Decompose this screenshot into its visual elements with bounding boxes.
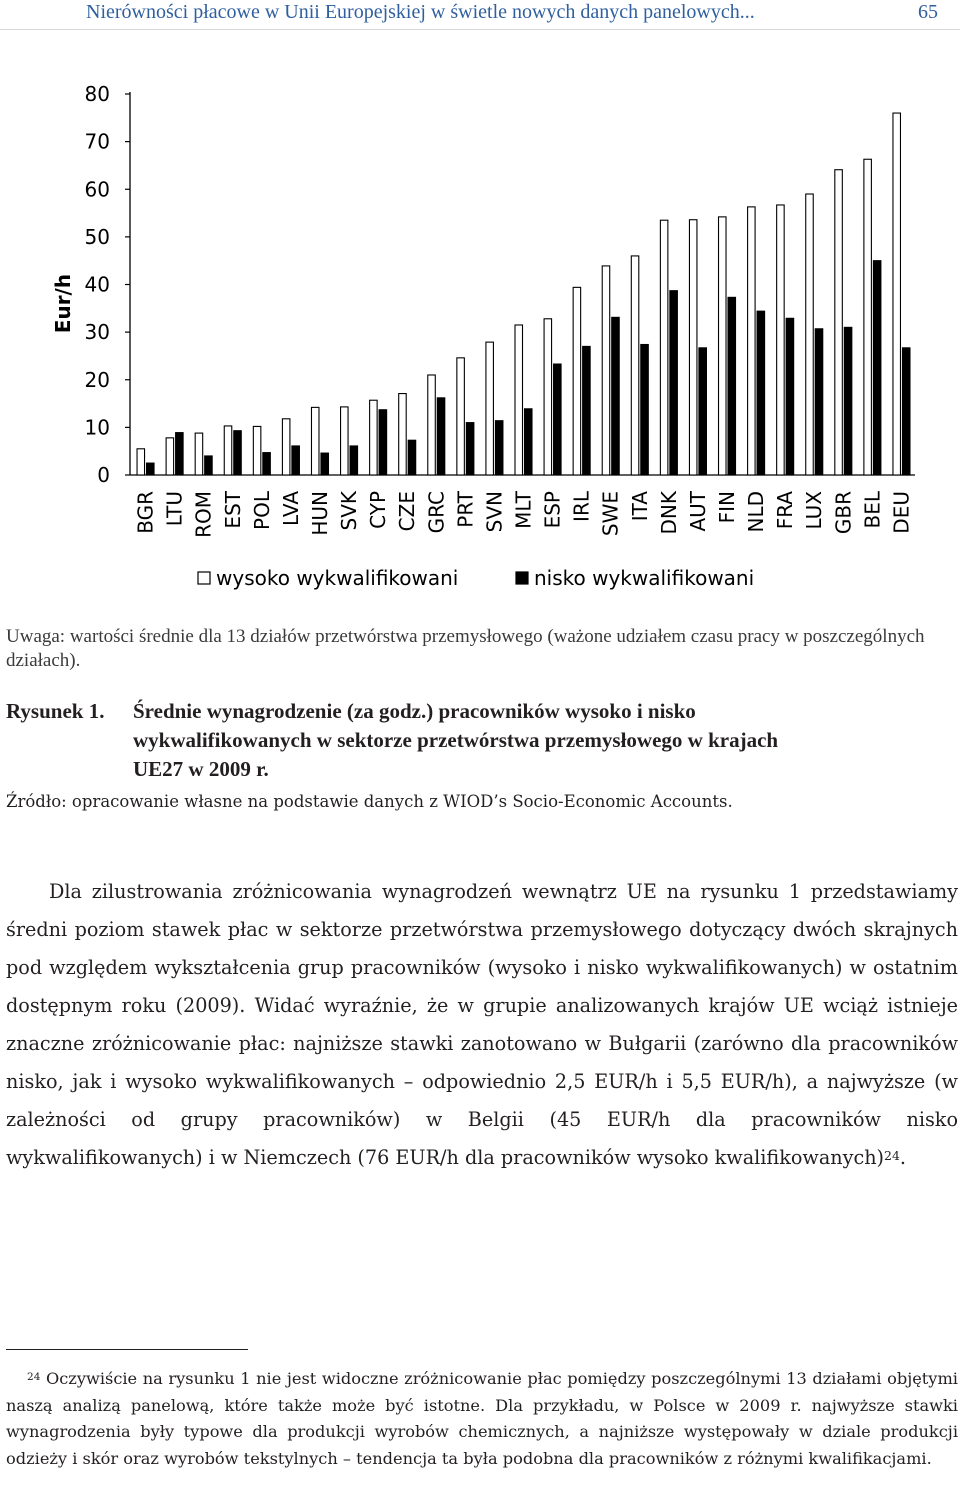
- bar-low-svn: [495, 421, 503, 475]
- x-tick-label-swe: SWE: [598, 491, 623, 537]
- figure-caption-line-3: UE27 w 2009 r.: [133, 757, 269, 781]
- bar-low-lux: [815, 329, 823, 475]
- figure-caption-label: Rysunek 1.: [6, 699, 105, 723]
- body-paragraph-end: .: [899, 1146, 907, 1169]
- bar-low-deu: [902, 348, 910, 475]
- x-tick-label-svk: SVK: [337, 491, 362, 531]
- legend-swatch-low: [516, 572, 528, 584]
- bar-high-grc: [428, 375, 436, 475]
- x-tick-label-mlt: MLT: [511, 491, 536, 529]
- bar-low-bgr: [147, 463, 155, 475]
- x-tick-label-lux: LUX: [802, 491, 827, 530]
- bar-low-aut: [699, 348, 707, 475]
- wage-bar-chart: [0, 40, 960, 615]
- bar-high-ita: [631, 256, 639, 475]
- bar-high-ltu: [166, 438, 174, 475]
- bar-high-mlt: [515, 325, 523, 475]
- bar-high-svk: [341, 407, 349, 475]
- x-tick-label-ltu: LTU: [162, 491, 187, 527]
- bar-high-lva: [282, 419, 290, 475]
- x-tick-label-ita: ITA: [627, 491, 652, 522]
- x-tick-label-cyp: CYP: [366, 491, 391, 529]
- x-tick-label-irl: IRL: [569, 491, 594, 522]
- body-paragraph: [6, 873, 958, 1177]
- y-tick-label: 0: [97, 463, 110, 487]
- bar-high-pol: [253, 426, 260, 475]
- x-tick-label-aut: AUT: [685, 491, 710, 532]
- page-number: 65: [918, 1, 938, 23]
- footnote-reference: 24: [884, 1147, 900, 1163]
- x-tick-label-rom: ROM: [191, 491, 216, 538]
- bar-high-lux: [806, 194, 814, 475]
- bar-high-svn: [486, 342, 494, 475]
- y-tick-label: 50: [84, 224, 110, 249]
- bar-low-mlt: [525, 409, 533, 475]
- bar-low-grc: [437, 398, 445, 475]
- bar-high-nld: [748, 207, 756, 475]
- bar-low-hun: [321, 453, 329, 475]
- bar-low-dnk: [670, 291, 678, 475]
- x-tick-label-dnk: DNK: [656, 491, 681, 535]
- x-tick-label-est: EST: [220, 491, 245, 529]
- y-tick-label: 10: [84, 415, 110, 440]
- figure-source: Źródło: opracowanie własne na podstawie danych z WIOD’s Socio-Economic Accounts.: [6, 792, 733, 811]
- legend-swatch-high: [198, 572, 210, 584]
- body-paragraph-text: Dla zilustrowania zróżnicowania wynagrodzeń wewnątrz UE na rysunku 1 przedstawiamy średni poziom stawek płac w sektorze przetwórstwa przemysłowego dotyczący dwóch skrajnych pod względem wykształcenia grup pracowników (wysoko i nisko wykwalifikowanych) w ostatnim dostępnym roku (2009). Widać wyraźnie, że w grupie analizowanych krajów UE wciąż istnieje znaczne zróżnicowanie płac: najniższe stawki zanotowano w Bułgarii (zarówno dla pracowników nisko, jak i wysoko wykwalifikowanych – odpowiednio 2,5 EUR/h i 5,5 EUR/h), a najwyższe (w zależności od grupy pracowników) w Belgii (45 EUR/h dla pracowników nisko wykwalifikowanych) i w Niemczech (76 EUR/h dla pracowników wysoko kwalifikowanych): [6, 880, 958, 1169]
- y-tick-label: 60: [84, 177, 110, 202]
- x-tick-label-prt: PRT: [453, 491, 478, 528]
- bar-low-cze: [408, 440, 416, 475]
- bar-low-pol: [263, 453, 271, 475]
- bar-high-gbr: [835, 170, 843, 475]
- bar-high-prt: [457, 358, 465, 475]
- bar-high-fin: [719, 217, 727, 475]
- x-tick-label-gbr: GBR: [831, 491, 856, 535]
- y-tick-label: 30: [84, 320, 110, 345]
- legend-label-high: wysoko wykwalifikowani: [216, 566, 459, 590]
- x-tick-label-svn: SVN: [482, 491, 507, 533]
- y-tick-label: 70: [84, 129, 110, 154]
- figure-caption-line-1: Średnie wynagrodzenie (za godz.) pracowników wysoko i nisko: [133, 699, 696, 723]
- bar-low-nld: [757, 311, 765, 475]
- y-tick-label: 40: [84, 272, 110, 297]
- x-tick-label-fin: FIN: [715, 491, 740, 524]
- bar-high-cyp: [370, 400, 378, 475]
- y-tick-label: 20: [84, 367, 110, 392]
- bar-high-dnk: [660, 220, 668, 475]
- chart-note: Uwaga: wartości średnie dla 13 działów przetwórstwa przemysłowego (ważone udziałem czasu pracy w poszczególnych działach).: [6, 626, 925, 671]
- bar-low-swe: [612, 317, 620, 475]
- bar-high-rom: [195, 433, 203, 475]
- bar-low-cyp: [379, 410, 387, 475]
- bar-low-rom: [205, 456, 213, 475]
- bar-high-bgr: [137, 449, 145, 475]
- x-tick-label-cze: CZE: [395, 491, 420, 532]
- bar-high-esp: [544, 319, 552, 475]
- running-header-title: Nierówności płacowe w Unii Europejskiej w świetle nowych danych panelowych...: [86, 1, 755, 23]
- bar-high-aut: [689, 220, 697, 475]
- figure-caption: [6, 697, 946, 784]
- bar-low-lva: [292, 446, 300, 475]
- bar-high-bel: [864, 159, 872, 475]
- bar-low-svk: [350, 446, 358, 475]
- bar-low-est: [234, 431, 242, 475]
- x-tick-label-bel: BEL: [860, 491, 885, 529]
- footnote-text: Oczywiście na rysunku 1 nie jest widoczne zróżnicowanie płac pomiędzy poszczególnymi 13 działami objętymi naszą analizą panelową, które także może być istotne. Dla przykładu, w Polsce w 2009 r. najwyższe stawki wynagrodzenia były typowe dla produkcji wyrobów chemicznych, a najniższe występowały w dziale produkcji odzieży i skór oraz wyrobów tekstylnych – tendencja ta była podobna dla pracowników z różnymi kwalifikacjami.: [6, 1369, 958, 1468]
- bar-low-esp: [554, 364, 562, 475]
- x-tick-label-nld: NLD: [744, 491, 769, 533]
- bar-low-gbr: [844, 327, 852, 475]
- bar-high-deu: [893, 113, 901, 475]
- bar-low-ltu: [176, 433, 184, 475]
- x-tick-label-lva: LVA: [278, 491, 303, 527]
- y-tick-label: 80: [84, 82, 110, 106]
- x-tick-label-grc: GRC: [424, 491, 449, 534]
- x-tick-label-fra: FRA: [773, 491, 798, 530]
- bar-low-fin: [728, 297, 736, 475]
- footnote: [6, 1366, 958, 1472]
- figure-caption-line-2: wykwalifikowanych w sektorze przetwórstwa przemysłowego w krajach: [133, 728, 779, 752]
- footnote-number: 24: [27, 1371, 41, 1384]
- x-tick-label-hun: HUN: [307, 491, 332, 536]
- footnote-separator: [6, 1349, 248, 1350]
- bar-high-irl: [573, 287, 581, 475]
- x-tick-label-esp: ESP: [540, 491, 565, 529]
- bar-high-cze: [399, 394, 407, 475]
- bar-low-irl: [583, 346, 591, 475]
- legend-label-low: nisko wykwalifikowani: [534, 566, 755, 590]
- bar-high-est: [224, 426, 232, 475]
- x-tick-label-pol: POL: [249, 491, 274, 530]
- bar-high-swe: [602, 266, 610, 475]
- bar-low-fra: [786, 318, 794, 475]
- bar-low-ita: [641, 345, 649, 475]
- bar-low-bel: [873, 261, 881, 475]
- x-tick-label-bgr: BGR: [133, 491, 158, 534]
- running-header: [0, 0, 960, 30]
- bar-high-fra: [777, 205, 785, 475]
- bar-low-prt: [466, 423, 474, 475]
- y-axis-title: Eur/h: [51, 273, 75, 334]
- bar-high-hun: [311, 407, 319, 475]
- x-tick-label-deu: DEU: [889, 491, 914, 534]
